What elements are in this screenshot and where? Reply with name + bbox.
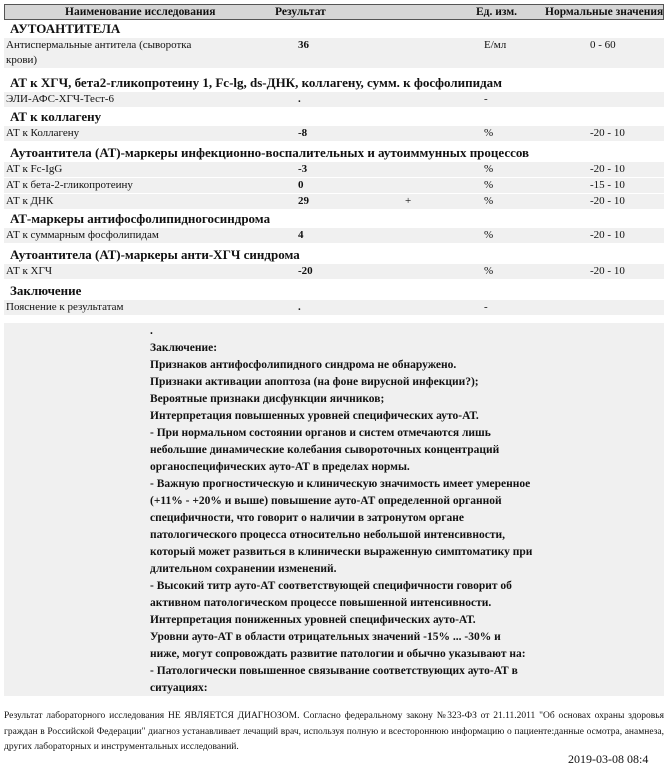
normal-range: -20 - 10	[590, 265, 625, 277]
conclusion-line: .	[150, 325, 153, 337]
normal-range: 0 - 60	[590, 39, 616, 51]
section-header	[4, 74, 664, 92]
conclusion-line: Признаки активации апоптоза (на фоне вирусной инфекции?);	[150, 376, 479, 388]
table-row	[4, 300, 664, 315]
conclusion-line: патологического процесса относительно небольшой интенсивности,	[150, 529, 505, 541]
conclusion-line: ситуациях:	[150, 682, 208, 694]
unit: -	[484, 93, 488, 105]
table-row	[4, 162, 664, 177]
section-header	[4, 282, 664, 300]
table-row	[4, 92, 664, 107]
conclusion-line: ниже, могут сопровождать развитие патологии и обычно указывают на:	[150, 648, 526, 660]
result-value: -20	[298, 265, 313, 277]
unit: %	[484, 179, 494, 191]
conclusion-line: Заключение:	[150, 342, 218, 354]
unit: %	[484, 163, 494, 175]
normal-range: -15 - 10	[590, 179, 625, 191]
test-name: АТ к Fc-IgG	[6, 163, 63, 175]
unit: Е/мл	[484, 39, 507, 51]
unit: %	[484, 127, 494, 139]
section-title: Аутоантитела (АТ)-маркеры инфекционно-воспалительных и аутоиммунных процессов	[10, 145, 530, 160]
conclusion-line: - При нормальном состоянии органов и систем отмечаются лишь	[150, 427, 491, 439]
table-row	[4, 38, 664, 68]
test-name: Антиспермальные антитела (сыворотка	[6, 39, 192, 51]
header-norm: Нормальные значения	[545, 6, 664, 18]
conclusion-line: органоспецифических ауто-АТ в пределах нормы.	[150, 461, 410, 473]
section-header	[4, 210, 664, 228]
conclusion-line: Уровни ауто-АТ в области отрицательных значений -15% ... -30% и	[150, 631, 501, 643]
test-name: АТ к ХГЧ	[6, 265, 52, 277]
result-value: -3	[298, 163, 308, 175]
conclusion-line: активном патологическом процессе повышенной интенсивности.	[150, 597, 492, 609]
conclusion-line: - Важную прогностическую и клиническую значимость имеет умеренное	[150, 478, 531, 490]
unit: %	[484, 265, 494, 277]
unit: %	[484, 195, 494, 207]
test-name: АТ к суммарным фосфолипидам	[6, 229, 159, 241]
result-value: -8	[298, 127, 308, 139]
test-name: АТ к бета-2-гликопротеину	[6, 179, 133, 191]
section-title: АТ к коллагену	[10, 109, 102, 124]
conclusion-line: Признаков антифосфолипидного синдрома не обнаружено.	[150, 359, 457, 371]
conclusion-text	[150, 323, 610, 697]
disclaimer: Результат лабораторного исследования НЕ ЯВЛЯЕТСЯ ДИАГНОЗОМ. Согласно федеральному закону №323-ФЗ от 21.11.2011 "Об основах охраны здоровья граждан в Российской Федерации" диагноз устанавливает лечащий врач, используя полную и всестороннюю информацию о пациенте:данные осмотра, анамнеза, других лабораторных и инструментальных исследований.	[4, 711, 664, 752]
conclusion-line: - Патологически повышенное связывание соответствующих ауто-АТ в	[150, 665, 518, 677]
section-title: Заключение	[10, 283, 82, 298]
conclusion-line: (+11% - +20% и выше) повышение ауто-АТ определенной органной	[150, 495, 502, 507]
timestamp: 2019-03-08 08:4	[568, 752, 649, 766]
normal-range: -20 - 10	[590, 163, 625, 175]
unit: %	[484, 229, 494, 241]
section-title: АТ к ХГЧ, бета2-гликопротеину 1, Fc-lg, ds-ДНК, коллагену, сумм. к фосфолипидам	[10, 75, 503, 90]
test-name-cont: крови)	[6, 54, 38, 66]
conclusion-line: длительном сохранении изменений.	[150, 563, 337, 575]
table-row	[4, 178, 664, 193]
section-header	[4, 144, 664, 162]
section-title: АУТОАНТИТЕЛА	[10, 21, 121, 36]
header-result: Результат	[275, 6, 326, 18]
conclusion-line: Интерпретация пониженных уровней специфических ауто-АТ.	[150, 614, 476, 626]
test-name: ЭЛИ-АФС-ХГЧ-Тест-6	[6, 93, 115, 105]
normal-range: -20 - 10	[590, 195, 625, 207]
conclusion-block	[4, 323, 664, 696]
test-name: АТ к Коллагену	[6, 127, 80, 139]
conclusion-line: Интерпретация повышенных уровней специфических ауто-АТ.	[150, 410, 479, 422]
table-row	[4, 126, 664, 141]
header-unit: Ед. изм.	[476, 6, 518, 18]
test-name: Пояснение к результатам	[6, 301, 124, 313]
table-row	[4, 194, 664, 209]
section-header	[4, 108, 664, 126]
result-value: 36	[298, 39, 309, 51]
conclusion-line: небольшие динамические колебания сывороточных концентраций	[150, 444, 500, 456]
conclusion-line: который может развиться в клинически выраженную симптоматику при	[150, 546, 533, 558]
unit: -	[484, 301, 488, 313]
table-row	[4, 264, 664, 279]
table-row	[4, 228, 664, 243]
conclusion-line: специфичности, что говорит о наличии в затронутом органе	[150, 512, 464, 524]
conclusion-line: - Высокий титр ауто-АТ соответствующей специфичности говорит об	[150, 580, 512, 592]
table-header	[4, 4, 664, 20]
header-name: Наименование исследования	[65, 6, 216, 18]
result-flag: +	[405, 195, 412, 207]
result-value: .	[298, 301, 301, 313]
result-value: 4	[298, 229, 304, 241]
normal-range: -20 - 10	[590, 229, 625, 241]
result-value: 0	[298, 179, 304, 191]
section-header	[4, 246, 664, 264]
section-header	[4, 20, 664, 38]
section-title: АТ-маркеры антифосфолипидногосиндрома	[10, 211, 271, 226]
section-title: Аутоантитела (АТ)-маркеры анти-ХГЧ синдрома	[10, 247, 300, 262]
result-value: .	[298, 93, 301, 105]
result-value: 29	[298, 195, 309, 207]
conclusion-line: Вероятные признаки дисфункции яичников;	[150, 393, 385, 405]
normal-range: -20 - 10	[590, 127, 625, 139]
test-name: АТ к ДНК	[6, 195, 54, 207]
